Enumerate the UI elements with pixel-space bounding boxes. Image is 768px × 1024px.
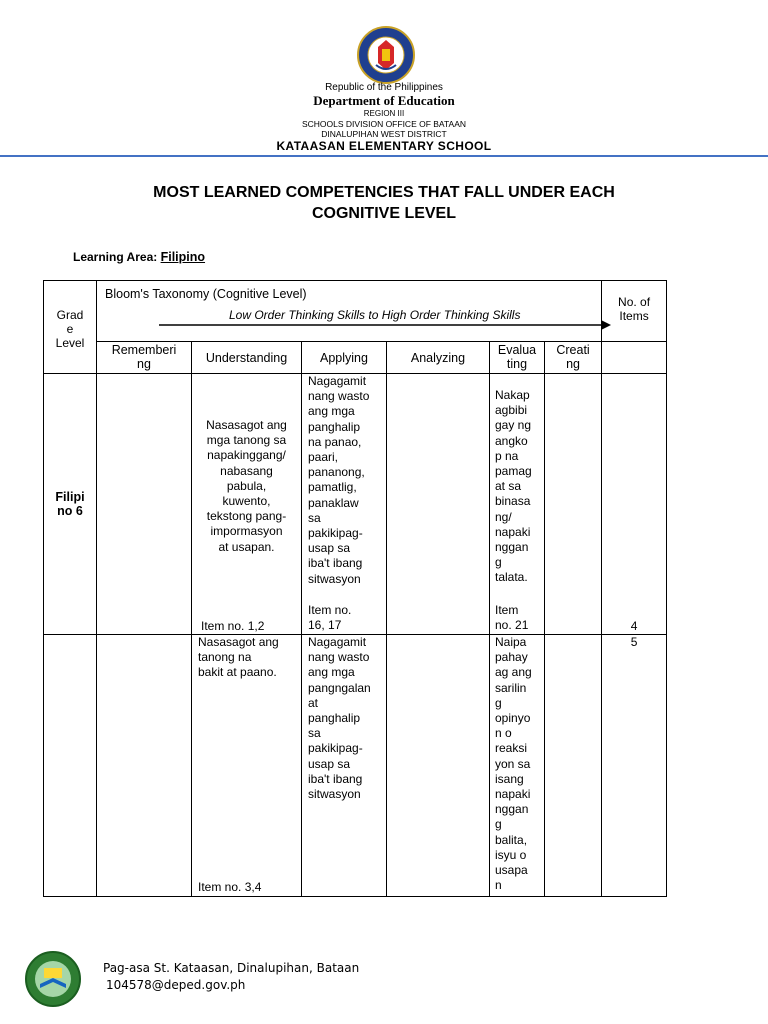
grade-level-header-line: e (66, 322, 74, 336)
items-count: 4 (630, 619, 638, 633)
text-line: tekstong pang- (206, 509, 287, 524)
text-line: g (495, 817, 502, 832)
text-line: pananong, (308, 465, 365, 480)
text-line: Nakap (495, 388, 530, 402)
text-line: ang mga (308, 665, 355, 680)
text-line: iba't ibang (308, 771, 363, 786)
header-divider (0, 155, 768, 157)
items-count-cell (602, 635, 667, 897)
republic-text: Republic of the Philippines (325, 82, 443, 93)
text-line: panghalip (308, 419, 361, 434)
text-line: sa (308, 726, 321, 741)
text-line: ag ang (495, 665, 532, 680)
learning-area (73, 250, 205, 264)
text-line: mga tanong sa (206, 433, 287, 448)
text-line: sarilin (495, 680, 527, 695)
text-line: pamatlig, (308, 480, 357, 495)
text-line: balita, (495, 832, 528, 847)
grade-level-header (44, 281, 97, 374)
text-line: gay ng (495, 418, 532, 433)
division-office-text: SCHOOLS DIVISION OFFICE OF BATAAN (301, 119, 467, 129)
item-number (308, 603, 351, 633)
text-line: pamag (495, 464, 532, 479)
text-line: usapa (495, 863, 528, 878)
blooms-taxonomy-header (97, 281, 602, 342)
level-understanding: Understanding (192, 342, 302, 374)
competency-text (308, 635, 371, 802)
competency-text (192, 418, 301, 555)
deped-seal-logo (350, 25, 422, 85)
text-line: iba't ibang (308, 556, 363, 571)
text-line: nggan (495, 540, 529, 555)
text-line: sitwasyon (308, 787, 361, 802)
thinking-skills-subtitle: Low Order Thinking Skills to High Order Thinking Skills (229, 308, 521, 322)
items-subheader-empty (602, 342, 667, 374)
level-remembering (97, 342, 192, 374)
text-line: opinyo (495, 711, 531, 726)
region-text: REGION III (363, 109, 405, 118)
text-line: sa (308, 510, 321, 525)
level-label-line: Rememberi (111, 343, 177, 357)
text-line: n (495, 878, 502, 893)
text-line: nang wasto (308, 650, 370, 665)
items-count: 5 (630, 635, 638, 649)
text-line: isyu o (495, 847, 527, 862)
item-number: Item no. 1,2 (201, 619, 265, 633)
text-line: talata. (495, 570, 528, 585)
text-line: ang mga (308, 404, 355, 419)
text-line: g (495, 695, 502, 710)
evaluating-cell (490, 374, 545, 635)
competency-text (308, 374, 369, 587)
items-header-line: No. of (618, 295, 651, 309)
text-line: g (495, 555, 502, 570)
competency-table (43, 280, 667, 897)
header-row-2 (44, 342, 667, 374)
text-line: pakikipag- (308, 741, 363, 756)
text-line: bakit at paano. (198, 665, 277, 680)
title-line-2: COGNITIVE LEVEL (311, 205, 456, 222)
table-row (44, 374, 667, 635)
item-number (495, 603, 528, 633)
text-line: angko (495, 433, 528, 448)
learning-area-value: Filipino (160, 250, 206, 264)
text-line: usap sa (308, 541, 351, 556)
analyzing-cell (387, 374, 490, 635)
text-line: panghalip (308, 711, 361, 726)
school-name: KATAASAN ELEMENTARY SCHOOL (276, 139, 492, 153)
document-title (0, 182, 768, 224)
remembering-cell (97, 635, 192, 897)
understanding-cell (192, 374, 302, 635)
grade-line: Filipi (55, 490, 85, 504)
text-line: nabasang (220, 463, 273, 478)
creating-cell (545, 635, 602, 897)
grade-level-header-line: Level (55, 336, 85, 350)
text-line: pangngalan (308, 680, 371, 695)
level-creating (545, 342, 602, 374)
competency-text (495, 388, 532, 586)
text-line: sitwasyon (308, 571, 361, 586)
text-line: tanong na (198, 650, 252, 665)
text-line: napaki (495, 787, 531, 802)
level-applying: Applying (302, 342, 387, 374)
understanding-cell (192, 635, 302, 897)
grade-line: no 6 (57, 504, 83, 518)
grade-cell (44, 374, 97, 635)
text-line: reaksi (495, 741, 528, 756)
arrow-right-icon (159, 319, 611, 331)
text-line: agbibi (495, 403, 528, 418)
item-number: Item no. 3,4 (198, 880, 262, 894)
text-line: Nasasagot ang (206, 418, 287, 432)
remembering-cell (97, 374, 192, 635)
text-line: usap sa (308, 756, 351, 771)
analyzing-cell (387, 635, 490, 897)
district-text: DINALUPIHAN WEST DISTRICT (321, 129, 447, 139)
learning-area-label: Learning Area: (73, 250, 158, 264)
text-line: pakikipag- (308, 526, 363, 541)
level-analyzing: Analyzing (387, 342, 490, 374)
text-line: na panao, (308, 434, 362, 449)
text-line: nang wasto (308, 389, 370, 404)
text-line: Item no. (308, 603, 352, 617)
text-line: binasa (495, 494, 531, 509)
text-line: kuwento, (222, 494, 271, 509)
level-evaluating (490, 342, 545, 374)
text-line: at (308, 695, 319, 710)
text-line: yon sa (495, 756, 531, 771)
text-line: napaki (495, 524, 531, 539)
text-line: pabula, (226, 478, 267, 493)
text-line: impormasyon (210, 524, 283, 539)
items-count-cell (602, 374, 667, 635)
items-header-line: Items (619, 309, 649, 323)
applying-cell (302, 374, 387, 635)
text-line: panaklaw (308, 495, 359, 510)
text-line: nggan (495, 802, 529, 817)
level-label-line: Creati (556, 343, 590, 357)
competency-text (495, 635, 532, 893)
applying-cell (302, 635, 387, 897)
level-label-line: ting (506, 357, 528, 371)
level-label-line: ng (566, 357, 580, 371)
text-line: Naipa (495, 635, 527, 649)
title-line-1: MOST LEARNED COMPETENCIES THAT FALL UNDER EACH (153, 184, 615, 201)
text-line: Nasasagot ang (198, 635, 279, 649)
text-line: no. 21 (495, 618, 529, 633)
grade-level-header-line: Grad (56, 308, 84, 322)
competency-text (198, 635, 279, 681)
grade-cell (44, 635, 97, 897)
text-line: n o (495, 726, 512, 741)
text-line: Item (495, 603, 519, 617)
number-of-items-header (602, 281, 667, 342)
header-row-1 (44, 281, 667, 342)
text-line: at usapan. (218, 539, 275, 554)
table-row (44, 635, 667, 897)
school-address: Pag-asa St. Kataasan, Dinalupihan, Bataan (103, 961, 360, 975)
text-line: at sa (495, 479, 522, 494)
level-label-line: Evalua (497, 343, 537, 357)
text-line: paari, (308, 450, 339, 465)
text-line: ng/ (495, 509, 512, 524)
school-email: 104578@deped.gov.ph (106, 978, 246, 992)
blooms-taxonomy-title: Bloom's Taxonomy (Cognitive Level) (105, 287, 307, 301)
text-line: Nagagamit (308, 635, 367, 649)
text-line: isang (495, 771, 524, 786)
text-line: p na (495, 448, 519, 463)
text-line: napakinggang/ (207, 448, 286, 463)
text-line: pahay (495, 650, 528, 665)
school-seal-logo (22, 950, 84, 1008)
level-label-line: ng (137, 357, 151, 371)
creating-cell (545, 374, 602, 635)
text-line: Nagagamit (308, 374, 367, 388)
text-line: 16, 17 (308, 618, 342, 633)
evaluating-cell (490, 635, 545, 897)
department-name: Department of Education (313, 93, 455, 108)
